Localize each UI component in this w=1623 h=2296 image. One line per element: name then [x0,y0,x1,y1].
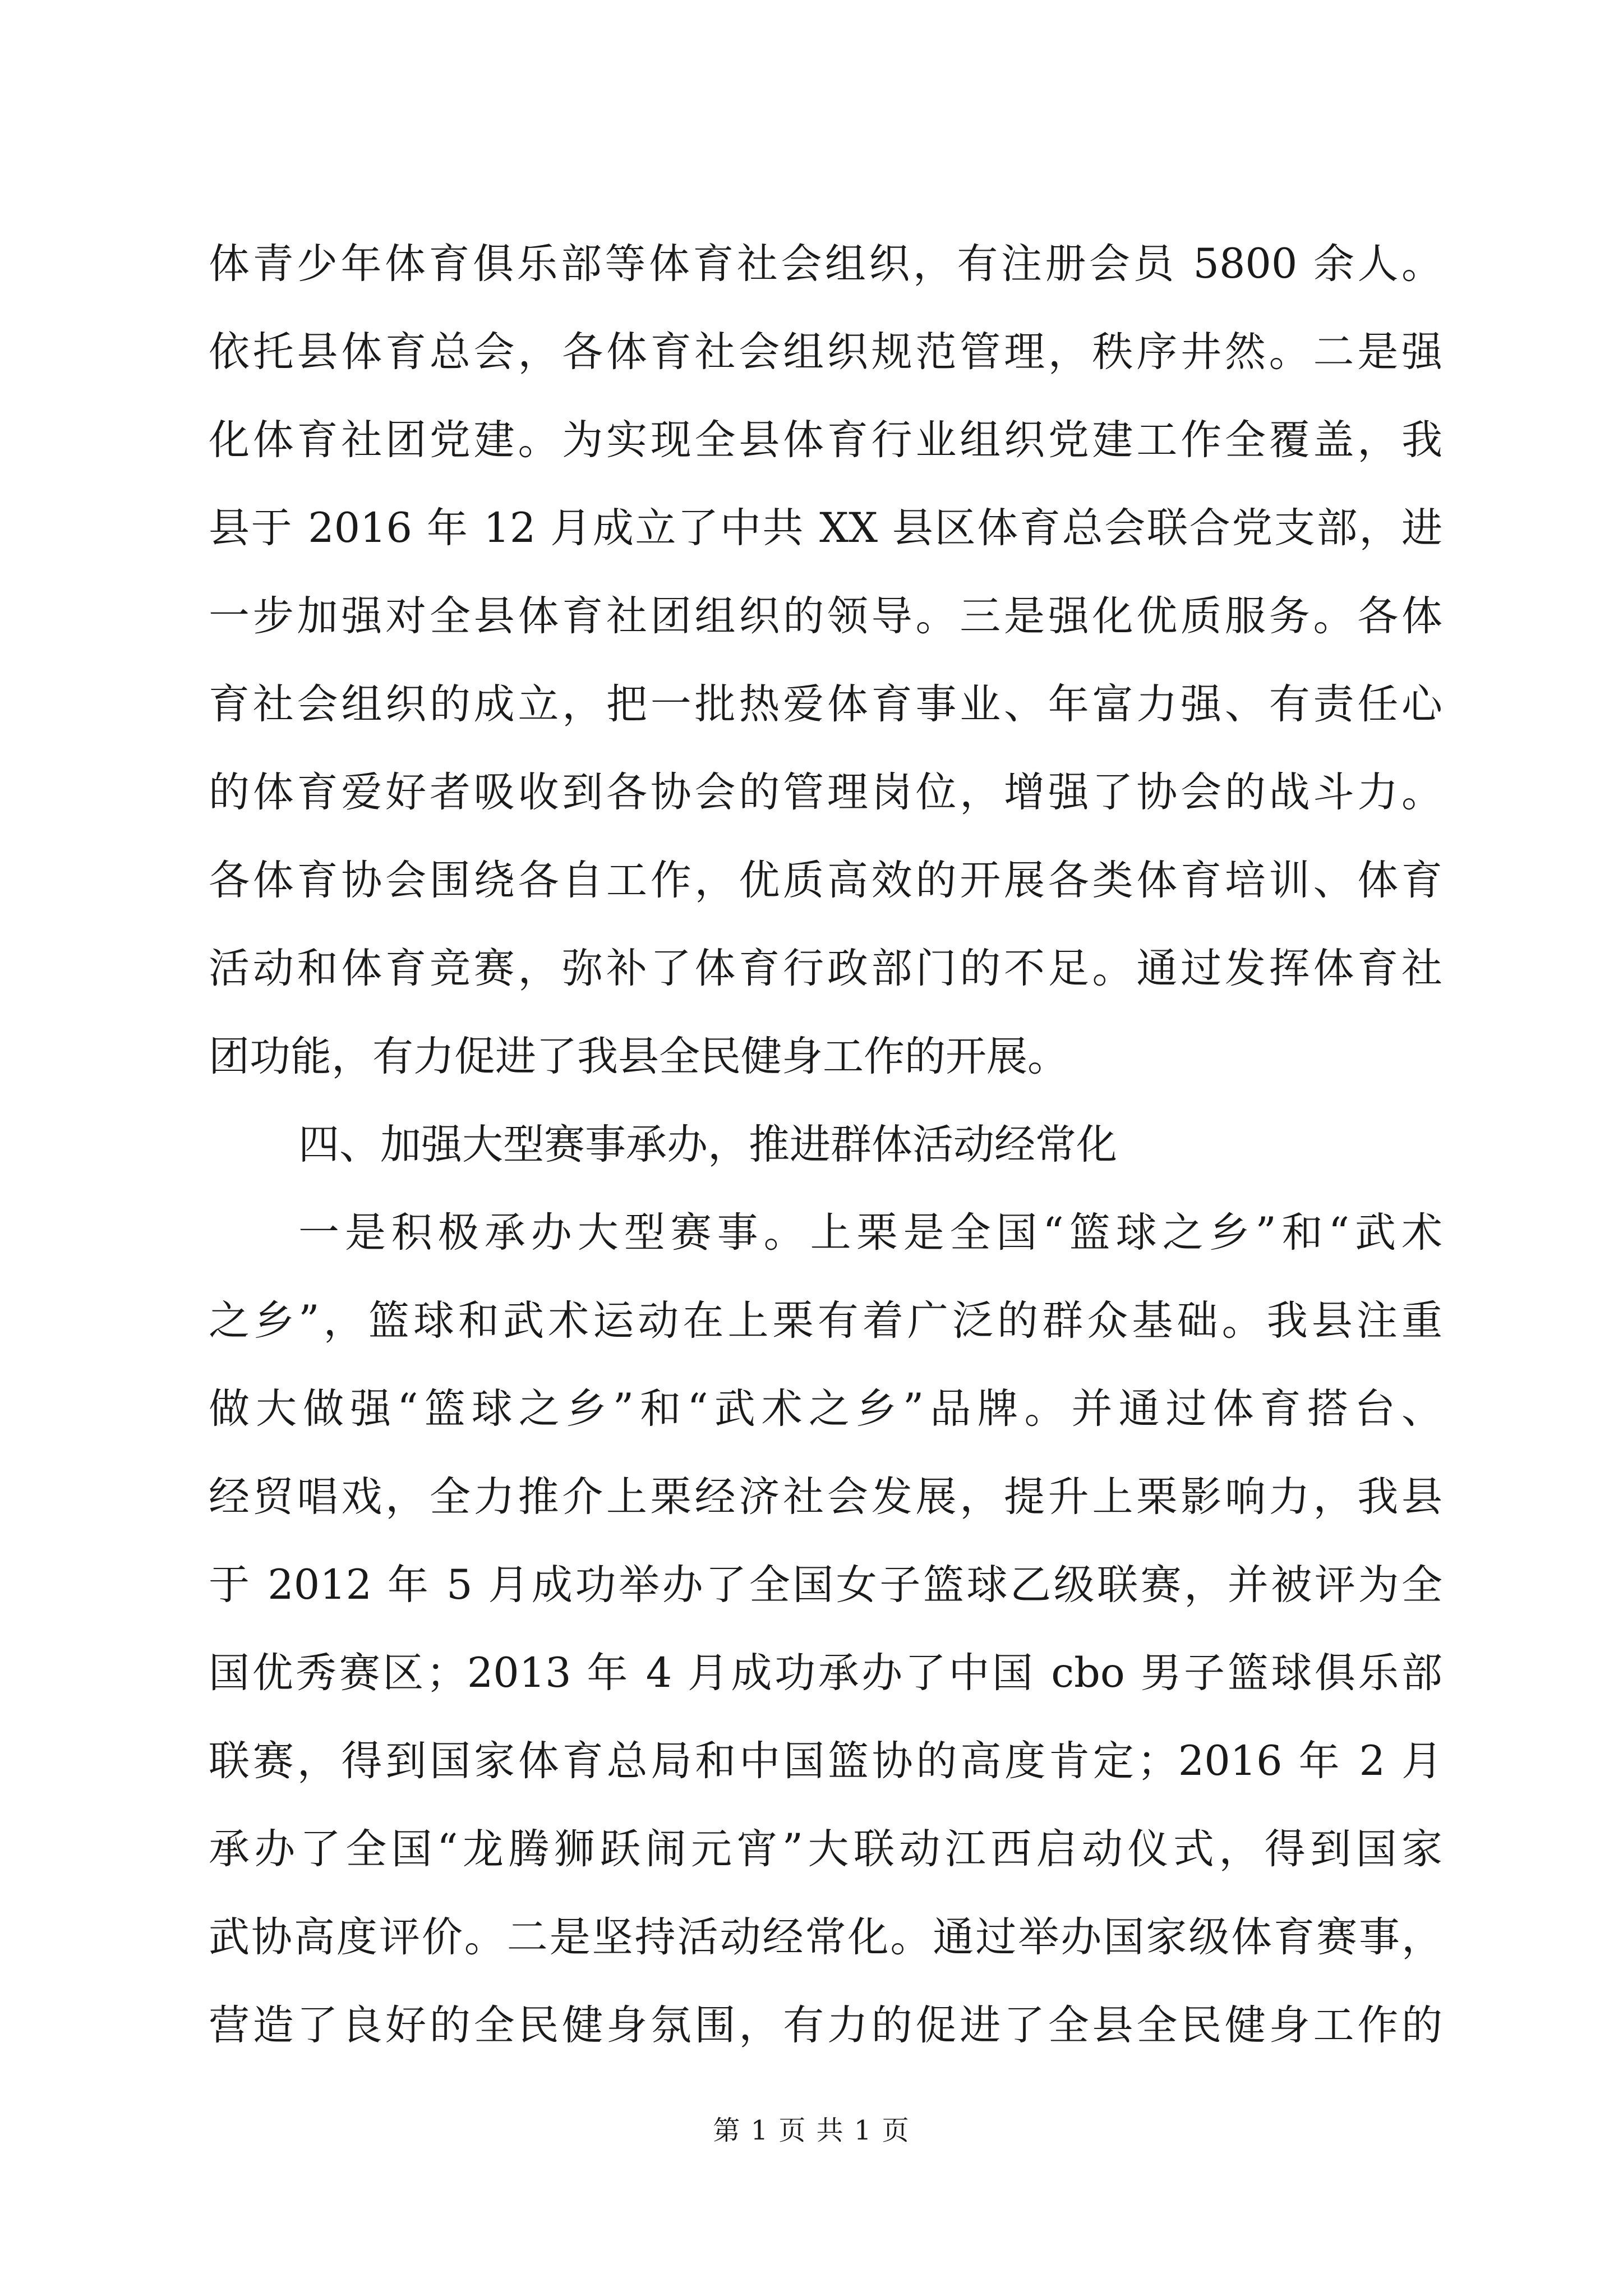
text-line: 武协高度评价。二是坚持活动经常化。通过举办国家级体育赛事， [209,1913,1442,1961]
text-line: 依托县体育总会，各体育社会组织规范管理，秩序井然。二是强 [209,328,1442,376]
text-line: 化体育社团党建。为实现全县体育行业组织党建工作全覆盖，我 [209,416,1442,464]
text-line: 县于 2016 年 12 月成立了中共 XX 县区体育总会联合党支部，进 [209,504,1442,552]
text-line: 国优秀赛区；2013 年 4 月成功承办了中国 cbo 男子篮球俱乐部 [209,1649,1442,1697]
text-line: 体青少年体育俱乐部等体育社会组织，有注册会员 5800 余人。 [209,240,1442,288]
text-line: 之乡”，篮球和武术运动在上栗有着广泛的群众基础。我县注重 [209,1297,1442,1345]
text-line: 营造了良好的全民健身氛围，有力的促进了全县全民健身工作的 [209,2001,1442,2049]
text-line: 联赛，得到国家体育总局和中国篮协的高度肯定；2016 年 2 月 [209,1737,1442,1785]
text-line: 经贸唱戏，全力推介上栗经济社会发展，提升上栗影响力，我县 [209,1473,1442,1521]
text-line: 各体育协会围绕各自工作，优质高效的开展各类体育培训、体育 [209,857,1442,904]
text-line: 团功能，有力促进了我县全民健身工作的开展。 [209,1033,1068,1080]
text-line: 承办了全国“龙腾狮跃闹元宵”大联动江西启动仪式，得到国家 [209,1825,1442,1873]
document-body [209,220,1442,2069]
text-line: 做大做强“篮球之乡”和“武术之乡”品牌。并通过体育搭台、 [209,1385,1442,1433]
text-line: 一是积极承办大型赛事。上栗是全国“篮球之乡”和“武术 [298,1209,1442,1257]
text-line: 于 2012 年 5 月成功举办了全国女子篮球乙级联赛，并被评为全 [209,1561,1442,1609]
text-line: 的体育爱好者吸收到各协会的管理岗位，增强了协会的战斗力。 [209,769,1442,816]
text-line: 活动和体育竞赛，弥补了体育行政部门的不足。通过发挥体育社 [209,945,1442,992]
section-heading: 四、加强大型赛事承办，推进群体活动经常化 [298,1121,1117,1168]
page-number-footer: 第 1 页 共 1 页 [713,2115,910,2146]
text-line: 育社会组织的成立，把一批热爱体育事业、年富力强、有责任心 [209,680,1442,728]
text-line: 一步加强对全县体育社团组织的领导。三是强化优质服务。各体 [209,592,1442,640]
